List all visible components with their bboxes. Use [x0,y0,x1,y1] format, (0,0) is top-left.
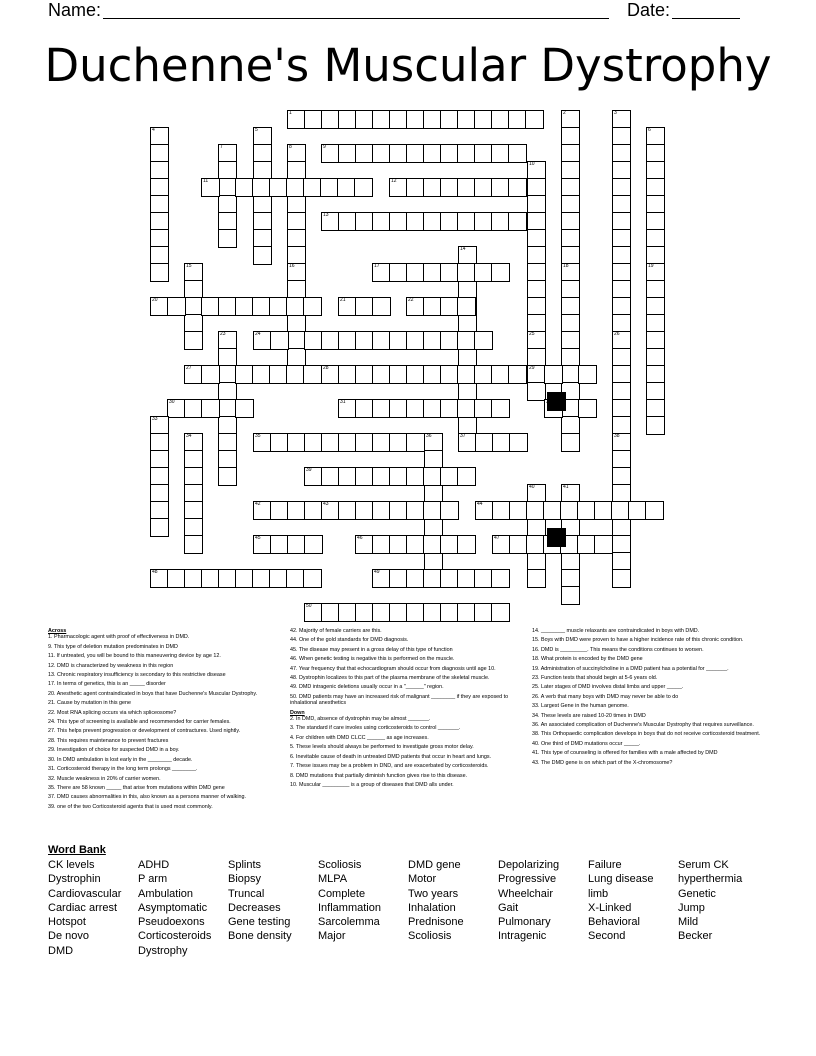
grid-cell[interactable] [150,263,169,282]
clue: 28. This requires maintenance to prevent fractures [48,737,169,744]
clue-number: 39 [306,467,312,473]
word-bank-column [498,858,559,944]
word-bank-entry: DMD [48,944,74,957]
clue-number: 17 [374,263,380,269]
grid-cell[interactable] [303,297,322,316]
word-bank-entry: Truncal [228,887,265,900]
clue: 5. These levels should always be performed to investigate gross motor delay. [290,744,474,751]
grid-cell[interactable] [508,178,527,197]
clue: 31. Corticosteroid therapy in the long term prolongs ________. [48,766,198,773]
word-bank-entry: Inhalation [408,901,456,914]
clue: 2. In DMD, absence of dystrophin may be almost _______. [290,716,431,723]
clue: 23. Function tests that should begin at 5-6 years old. [532,675,658,682]
clue-number: 1 [289,110,292,116]
grid-cell[interactable] [645,501,664,520]
word-bank-entry: X-Linked [588,901,632,914]
word-bank-entry: Biopsy [228,873,262,886]
word-bank-entry: Progressive [498,873,557,886]
grid-cell[interactable] [253,246,272,265]
grid-cell[interactable] [218,229,237,248]
word-bank-entry: Jump [678,901,705,914]
word-bank-column [138,858,211,958]
clue-number: 13 [323,212,329,218]
clue-number: 50 [306,603,312,609]
grid-cell[interactable] [509,433,528,452]
word-bank-entry: Second [588,930,626,943]
clue: 29. Investigation of choice for suspected DMD in a boy. [48,747,180,754]
grid-cell[interactable] [612,569,631,588]
word-bank-entry: Cardiovascular [48,887,122,900]
clue: 20. Anesthetic agent contraindicated in boys that have Duchenne's Muscular Dystrophy. [48,690,258,697]
grid-cell[interactable] [406,433,425,452]
grid-cell[interactable] [508,144,527,163]
clue-number: 27 [186,365,192,371]
clue: 1. Pharmacologic agent with proof of effectiveness in DMD. [48,634,190,641]
word-bank-entry: Complete [318,887,366,900]
grid-cell[interactable] [491,399,510,418]
clue-number: 6 [648,127,651,133]
clue-number: 21 [340,297,346,303]
clue-number: 11 [203,178,209,184]
clue-number: 44 [477,501,483,507]
word-bank-entry: Motor [408,873,437,886]
clue-number: 41 [563,484,569,490]
word-bank-entry: Lung disease [588,873,654,886]
clue: 39. one of the two Corticosteroid agents that is used most commonly. [48,803,213,810]
word-bank-entry: limb [588,887,609,900]
clue-number: 28 [323,365,329,371]
word-bank-entry: Pulmonary [498,916,551,929]
word-bank-entry: Bone density [228,930,292,943]
clue: 15. Boys with DMD were proven to have a higher incidence rate of this chronic condition. [532,637,744,644]
word-bank-entry: MLPA [318,873,348,886]
across-heading: Across [48,628,67,634]
clue: 6. Inevitable cause of death in untreated DMD patients that occur in heart and lungs. [290,753,492,760]
word-bank-entry: Scoliosis [408,930,452,943]
grid-cell[interactable] [201,399,220,418]
clue-number: 24 [255,331,261,337]
clue-number: 3 [614,110,617,116]
clue: 38. This Orthopaedic complication develops in boys that do not receive corticosteroid treatment. [532,731,761,738]
clue-number: 47 [494,535,500,541]
clue-number: 7 [220,144,223,150]
clue: 4. For children with DMD CLCC ______ as age increases. [290,734,429,741]
word-bank-entry: hyperthermia [678,873,743,886]
clue-number: 46 [357,535,363,541]
clue-number: 40 [529,484,535,490]
clue: 9. This type of deletion mutation predominates in DMD [48,643,178,650]
clue: 46. When genetic testing is negative this is performed on the muscle. [290,656,455,663]
clue: 19. Administration of succinylcholine in a DMD patient has a potential for _______. [532,665,729,672]
clue-number: 38 [614,433,620,439]
clue: 10. Muscular _________ is a group of diseases that DMD alls under. [290,781,454,788]
grid-cell[interactable] [167,297,186,316]
word-bank-entry: Dystrophy [138,944,188,957]
word-bank-entry: P arm [138,873,168,886]
word-bank-entry: Splints [228,859,262,871]
grid-cell[interactable] [218,467,237,486]
grid-cell[interactable] [491,263,510,282]
word-bank-column [678,858,742,944]
clue-number: 31 [340,399,346,405]
grid-cell[interactable] [561,433,580,452]
grid-cell[interactable] [201,365,220,384]
clue: 7. These issues may be a problem in DND, and are exacerbated by corticosteroids. [290,763,489,770]
clue: 32. Muscle weakness in 20% of carrier women. [48,775,161,782]
word-bank-entry: Ambulation [138,887,194,900]
clues-column-2 [290,628,526,791]
clue-number: 20 [152,297,158,303]
grid-cell[interactable] [578,399,597,418]
clues-column-1 [48,628,280,813]
word-bank-entry: Behavioral [588,916,640,929]
clue: 16. DMD is _________. This means the conditions continues to worsen. [532,646,704,653]
down-heading: Down [290,709,305,716]
grid-cell[interactable] [303,365,322,384]
clue: 43. The DMD gene is on which part of the X-chromosome? [532,759,673,766]
clue: 49. DMD intragenic deletions usually occur in a "______" region. [290,684,444,691]
grid-cell[interactable] [527,569,546,588]
clue-number: 45 [255,535,261,541]
clue: 44. One of the gold standards for DMD diagnosis. [290,637,409,644]
grid-cell[interactable] [646,416,665,435]
clue-number: 34 [186,433,192,439]
grid-cell[interactable] [508,365,527,384]
word-bank-entry: Intragenic [498,930,547,943]
clue-number: 33 [152,416,158,422]
black-square [547,528,566,547]
word-bank-entry: Gene testing [228,916,291,929]
grid-cell[interactable] [508,212,527,231]
grid-cell[interactable] [578,365,597,384]
clue-number: 10 [529,161,535,167]
clue-number: 29 [529,365,535,371]
clue: 30. In DMD ambulation is lost early in the ________ decade. [48,756,193,763]
clue-number: 42 [255,501,261,507]
word-bank-entry: Depolarizing [498,859,560,871]
word-bank-entry: Decreases [228,901,281,914]
word-bank-entry: Corticosteroids [138,930,212,943]
grid-cell[interactable] [491,603,510,622]
word-bank-entry: CK levels [48,859,95,871]
clue-number: 23 [220,331,226,337]
clue: 14. ________ muscle relaxants are contraindicated in boys with DMD. [532,628,700,634]
grid-cell[interactable] [150,518,169,537]
grid-cell[interactable] [457,297,476,316]
grid-cell[interactable] [270,331,289,350]
word-bank-column [228,858,292,944]
word-bank-heading: Word Bank [48,844,106,856]
word-bank-entry: Asymptomatic [138,901,208,914]
word-bank-entry: Dystrophin [48,873,101,886]
word-bank-entry: Sarcolemma [318,916,380,929]
clue-number: 12 [391,178,397,184]
grid-cell[interactable] [304,535,323,554]
grid-cell[interactable] [457,467,476,486]
grid-cell[interactable] [561,586,580,605]
clue: 45. The disease may present in a gross delay of this type of function [290,646,453,653]
clue-number: 49 [374,569,380,575]
clue-number: 19 [648,263,654,269]
clue: 18. What protein is encoded by the DMD gene [532,656,643,663]
word-bank-entry: ADHD [138,859,170,871]
word-bank [48,843,768,957]
clue-number: 14 [460,246,466,252]
word-bank-entry: Scoliosis [318,859,362,871]
clue-number: 9 [323,144,326,150]
clue-number: 5 [255,127,258,133]
word-bank-entry: Wheelchair [498,887,554,900]
clue-number: 30 [169,399,175,405]
date-label: Date: [627,0,671,20]
page-title: Duchenne's Muscular Dystrophy [44,39,772,92]
grid-cell[interactable] [184,331,203,350]
clue-number: 37 [460,433,466,439]
clue-number: 15 [186,263,192,269]
word-bank-entry: Two years [408,887,459,900]
clue: 21. Cause by mutation in this gene [48,700,132,707]
clue: 27. This helps prevent progression or development of contractures. Used nightly. [48,728,241,735]
grid-cell[interactable] [457,535,476,554]
clue: 33. Largest Gene in the human genome. [532,703,629,710]
clue-number: 35 [255,433,261,439]
clue-number: 16 [289,263,295,269]
grid-cell[interactable] [303,569,322,588]
word-bank-column [48,858,121,958]
name-label: Name: [48,0,102,20]
clue-number: 26 [614,331,620,337]
clue: 12. DMD is characterized by weakness in this region [48,662,174,669]
word-bank-column [588,858,653,944]
grid-cell[interactable] [491,569,510,588]
clue-number: 25 [529,331,535,337]
clue: 17. In terms of genetics, this is an _____ disorder [48,681,166,688]
clue-number: 8 [289,144,292,150]
clue-number: 4 [152,127,155,133]
word-bank-entry: Hotspot [48,916,86,929]
word-bank-column [318,858,381,944]
word-bank-entry: Inflammation [318,901,381,914]
word-bank-entry: Major [318,930,346,943]
grid-cell[interactable] [594,535,613,554]
word-bank-entry: Failure [588,859,622,871]
word-bank-entry: Mild [678,916,699,929]
clue-number: 48 [152,569,158,575]
clue: 47. Year frequency that that echocardiogram should occur from diagnosis until age 10. [290,665,496,672]
clues-column-3 [532,628,768,769]
word-bank-entry: Prednisone [408,916,464,929]
word-bank-entry: Genetic [678,887,716,900]
clue: 25. Later stages of DMD involves distal limbs and upper _____. [532,684,684,691]
grid-cell[interactable] [544,365,563,384]
word-bank-entry: Pseudoexons [138,916,205,929]
clue: 48. Dystrophin localizes to this part of the plasma membrane of the skeletal muscle. [290,675,490,682]
clue: 35. There are 58 known _____ that arise from mutations within DMD gene [48,784,225,791]
clue-number: 36 [426,433,432,439]
word-bank-entry: DMD gene [408,859,461,871]
clue: 41. This type of counseling is offered for families with a male affected by DMD [532,750,718,757]
clue-number: 43 [323,501,329,507]
clue-number: 18 [563,263,569,269]
clue: 11. If untreated, you will be bound to this maneuvering device by age 12. [48,653,221,660]
clue: 37. DMD causes abnormalities in this, also known as a persons manner of walking. [48,794,247,801]
word-bank-entry: Cardiac arrest [48,901,118,914]
clue-number: 2 [563,110,566,116]
clue: 26. A verb that many boys with DMD may never be able to do [532,693,679,700]
grid-cell[interactable] [354,178,373,197]
word-bank-column [408,858,464,944]
grid-cell[interactable] [372,297,391,316]
clue: 50. DMD patients may have an increased risk of malignant ________ if they are exposed to inhalational anesthetics [290,693,509,707]
grid-cell[interactable] [440,501,459,520]
grid-cell[interactable] [201,178,220,197]
grid-cell[interactable] [474,331,493,350]
black-square [547,392,566,411]
clue-number: 22 [408,297,414,303]
word-bank-entry: Gait [498,901,519,914]
clue: 42. Majority of female carriers are this. [290,628,382,634]
clue: 8. DMD mutations that partially diminish function gives rise to this disease. [290,772,468,779]
word-bank-entry: Serum CK [678,859,729,871]
word-bank-entry: De novo [48,930,89,943]
grid-cell[interactable] [235,399,254,418]
clue: 3. The standard if care involes using corticosteroids to control _______. [290,725,461,732]
clue: 34. These levels are raised 10-20 times in DMD [532,712,646,719]
grid-cell[interactable] [525,110,544,129]
clue: 24. This type of screening is available and recommended for carrier females. [48,719,231,726]
grid-cell[interactable] [184,535,203,554]
word-bank-entry: Becker [678,930,713,943]
clue: 13. Chronic respiratory insufficiency is secondary to this restrictive disease [48,672,226,679]
clue: 40. One third of DMD mutations occur _____. [532,740,641,747]
clue: 36. An associated complication of Duchenne's Muscular Dystrophy that requires surveillance. [532,722,754,729]
clue: 22. Most RNA splicing occurs via which spliceosome? [48,709,177,716]
